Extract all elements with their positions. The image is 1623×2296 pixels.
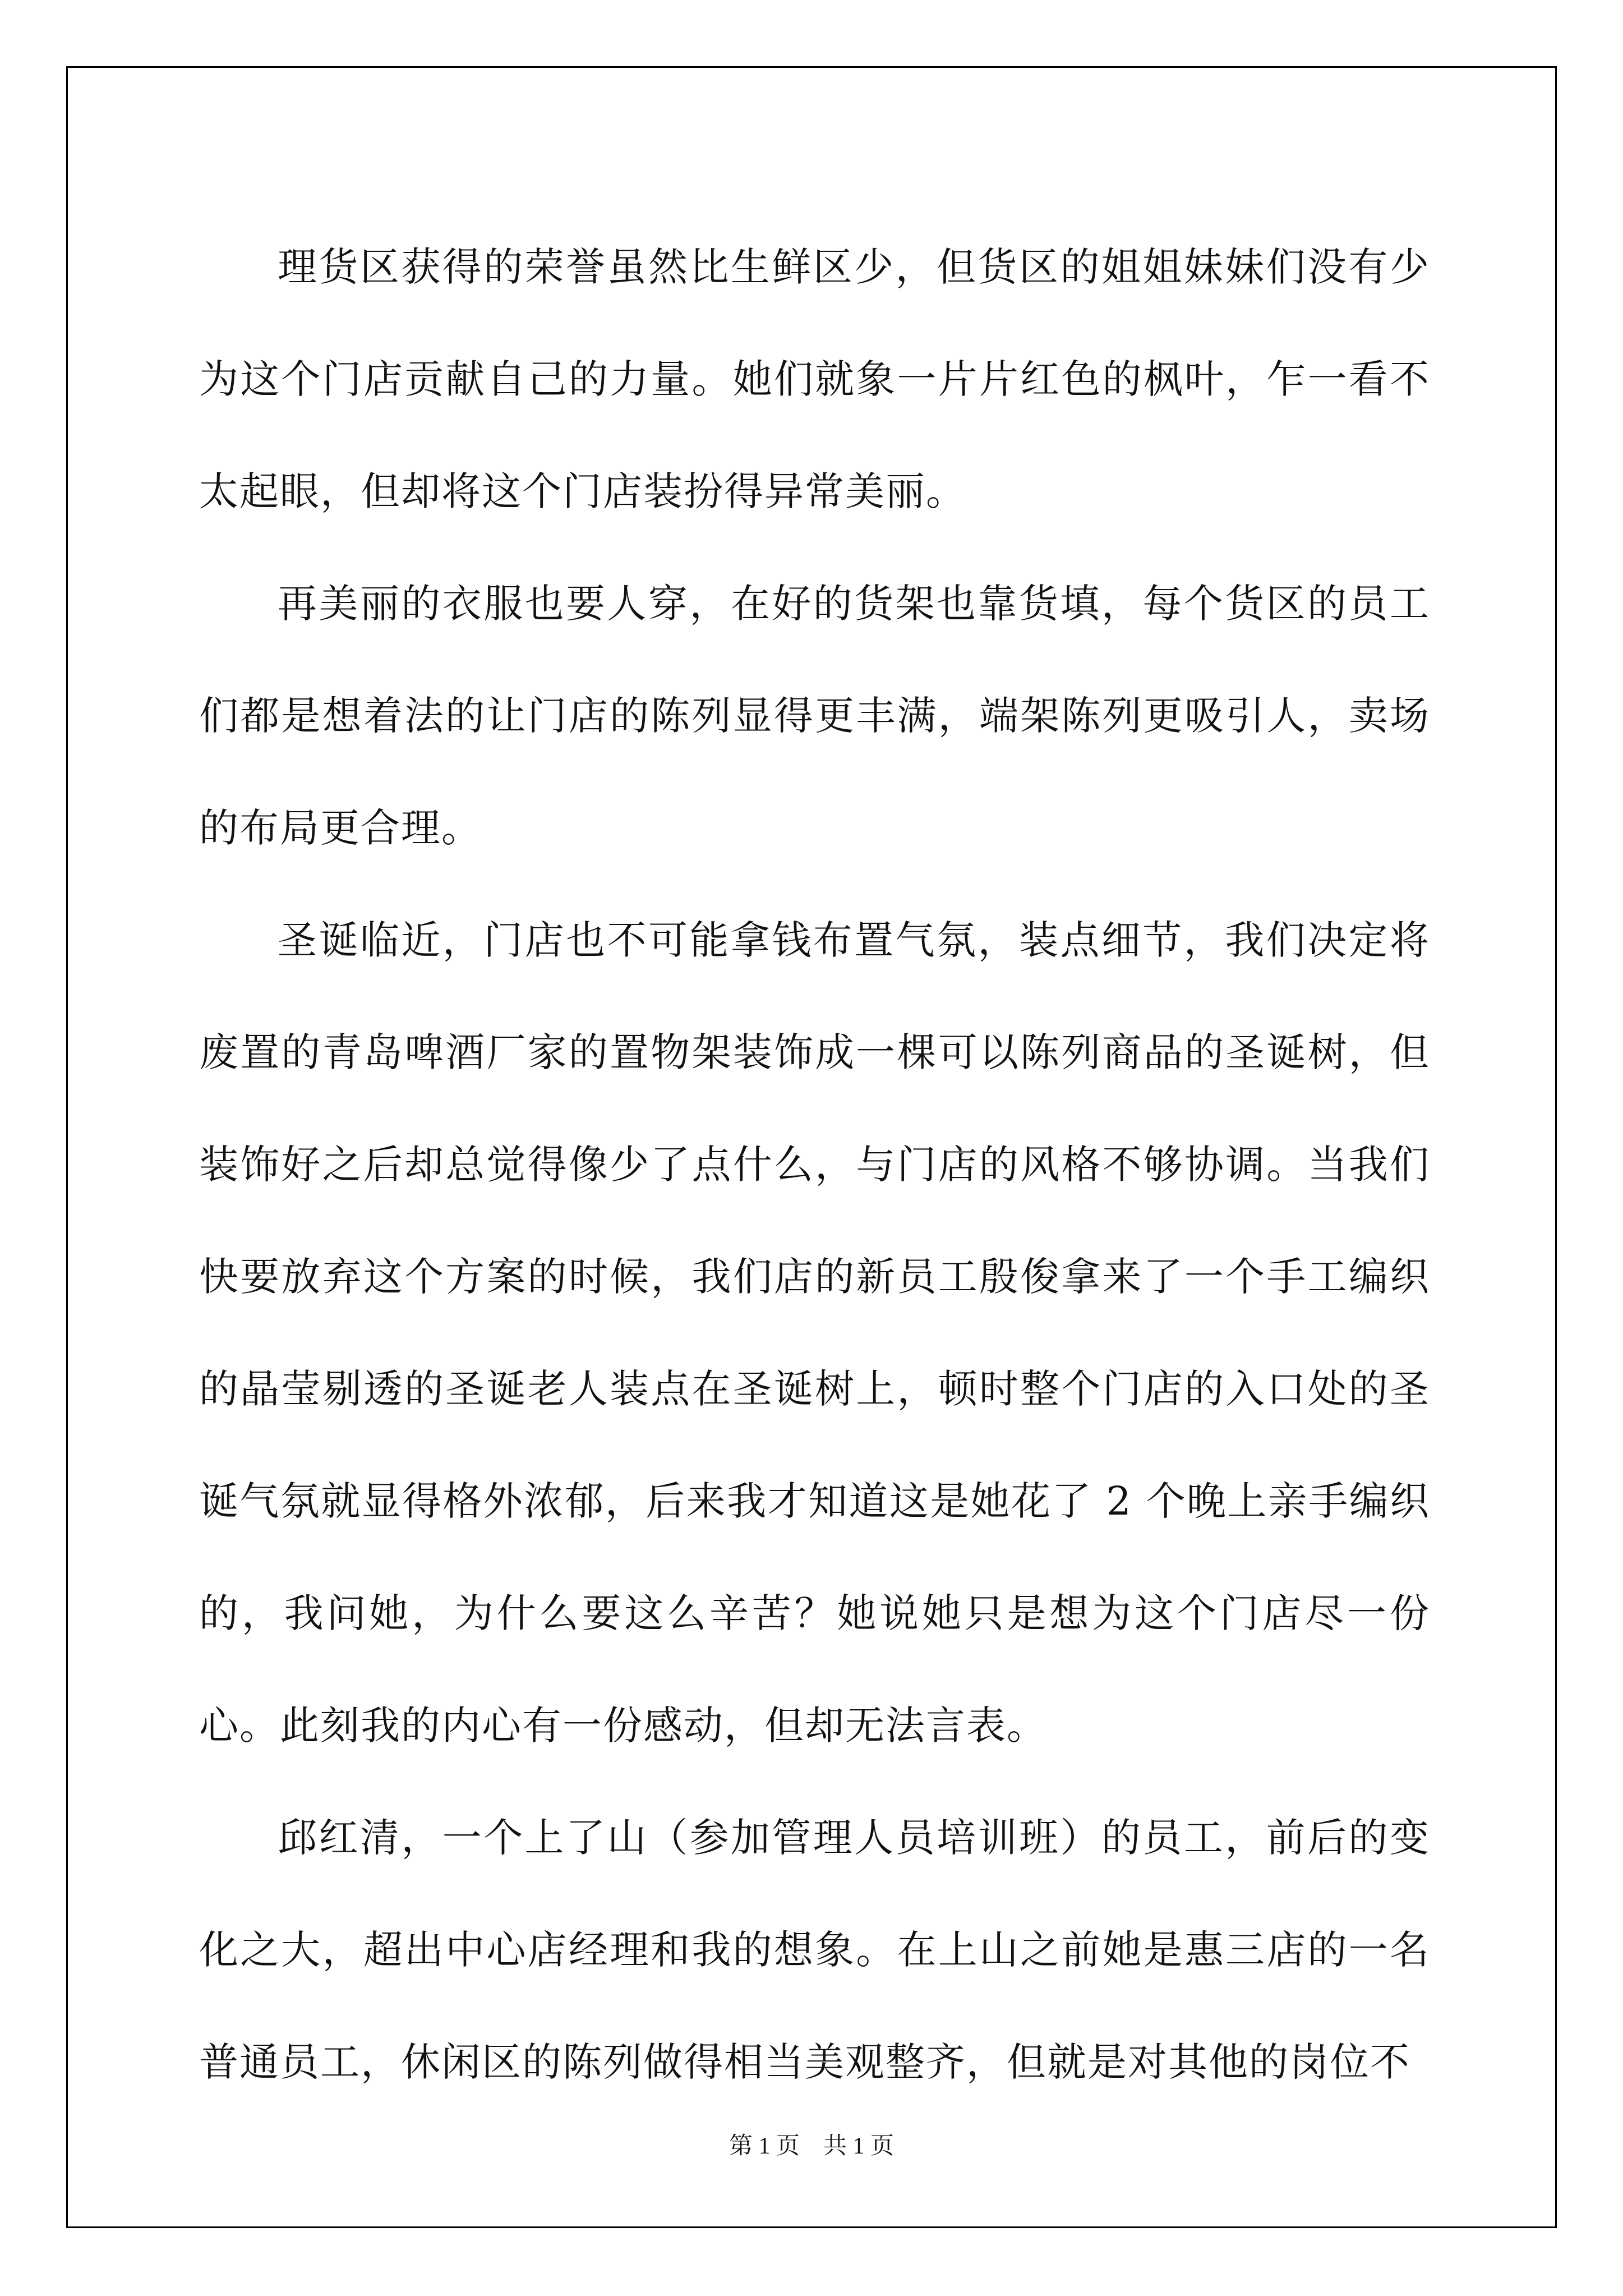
- paragraph: 理货区获得的荣誉虽然比生鲜区少，但货区的姐姐妹妹们没有少为这个门店贡献自己的力量。她们就象一片片红色的枫叶，乍一看不太起眼，但却将这个门店装扮得异常美丽。: [199, 244, 1430, 514]
- paragraph: 圣诞临近，门店也不可能拿钱布置气氛，装点细节，我们决定将废置的青岛啤酒厂家的置物架装饰成一棵可以陈列商品的圣诞树，但装饰好之后却总觉得像少了点什么，与门店的风格不够协调。当我们快要放弃这个方案的时候，我们店的新员工殷俊拿来了一个手工编织的晶莹剔透的圣诞老人装点在圣诞树上，顿时整个门店的入口处的圣诞气氛就显得格外浓郁，后来我才知道这是她花了 2 个晚上亲手编织的，我问她，为什么要这么辛苦？她说她只是想为这个门店尽一份心。此刻我的内心有一份感动，但却无法言表。: [199, 917, 1430, 1749]
- paragraph: 再美丽的衣服也要人穿，在好的货架也靠货填，每个货区的员工们都是想着法的让门店的陈列显得更丰满，端架陈列更吸引人，卖场的布局更合理。: [199, 581, 1430, 851]
- paragraph: 邱红清，一个上了山（参加管理人员培训班）的员工，前后的变化之大，超出中心店经理和我的想象。在上山之前她是惠三店的一名普通员工，休闲区的陈列做得相当美观整齐，但就是对其他的岗位不: [199, 1815, 1430, 2085]
- document-body: [199, 211, 1430, 2118]
- page-footer: 第 1 页 共 1 页: [728, 2133, 894, 2159]
